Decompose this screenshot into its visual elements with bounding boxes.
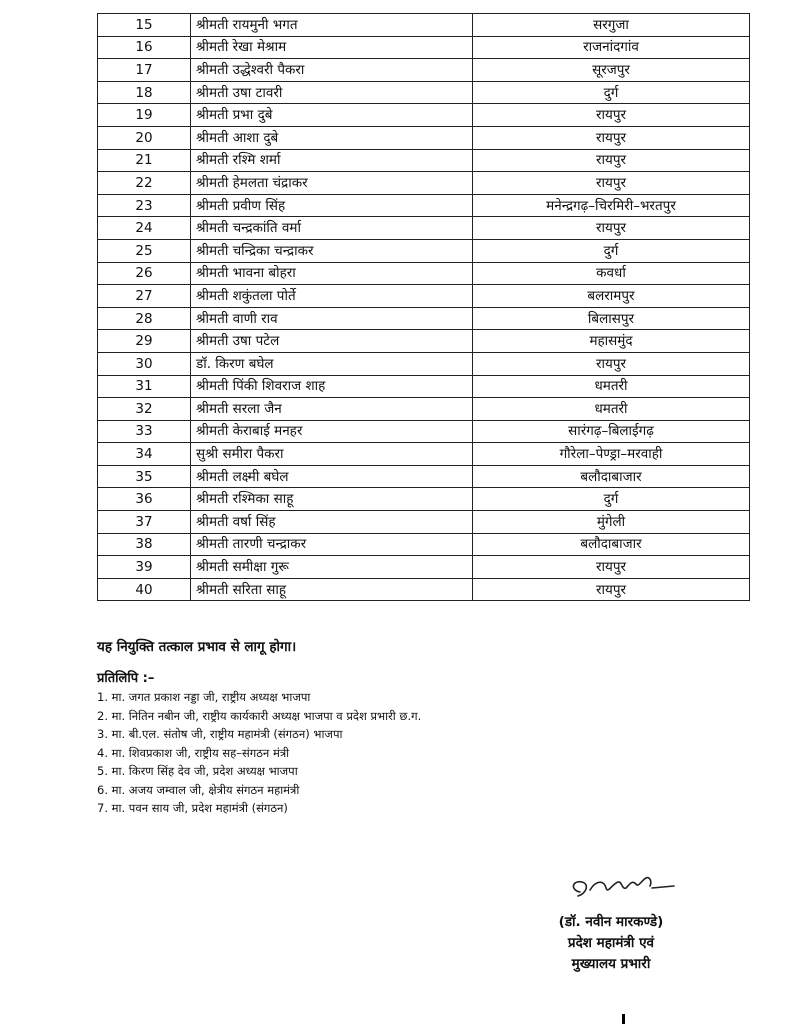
copy-recipient-item: 5. मा. किरण सिंह देव जी, प्रदेश अध्यक्ष भाजपा <box>97 764 298 778</box>
table-row <box>98 420 750 443</box>
district-cell: रायपुर <box>473 556 750 579</box>
table-row <box>98 307 750 330</box>
page-edge-mark <box>622 1014 625 1024</box>
name-cell: श्रीमती उषा पटेल <box>191 330 473 353</box>
district-cell: दुर्ग <box>473 488 750 511</box>
table-row <box>98 262 750 285</box>
name-cell: श्रीमती चन्द्रकांति वर्मा <box>191 217 473 240</box>
name-cell: श्रीमती वाणी राव <box>191 307 473 330</box>
table-row <box>98 533 750 556</box>
serial-number-cell: 15 <box>98 14 191 37</box>
copy-recipient-item: 4. मा. शिवप्रकाश जी, राष्ट्रीय सह–संगठन मंत्री <box>97 745 290 760</box>
serial-number-cell: 40 <box>98 578 191 601</box>
table-row <box>98 194 750 217</box>
name-cell: श्रीमती वर्षा सिंह <box>191 511 473 534</box>
table-row <box>98 104 750 127</box>
district-cell: रायपुर <box>473 104 750 127</box>
table-row <box>98 172 750 195</box>
district-cell: बलौदाबाजार <box>473 533 750 556</box>
table-row <box>98 578 750 601</box>
appointee-table <box>97 13 750 601</box>
serial-number-cell: 37 <box>98 511 191 534</box>
serial-number-cell: 19 <box>98 104 191 127</box>
table-row <box>98 36 750 59</box>
table-row <box>98 375 750 398</box>
district-cell: धमतरी <box>473 398 750 421</box>
name-cell: श्रीमती केराबाई मनहर <box>191 420 473 443</box>
name-cell: श्रीमती आशा दुबे <box>191 126 473 149</box>
district-cell: रायपुर <box>473 352 750 375</box>
district-cell: मनेन्द्रगढ़–चिरमिरी–भरतपुर <box>473 194 750 217</box>
serial-number-cell: 31 <box>98 375 191 398</box>
serial-number-cell: 36 <box>98 488 191 511</box>
name-cell: श्रीमती चन्द्रिका चन्द्राकर <box>191 239 473 262</box>
serial-number-cell: 28 <box>98 307 191 330</box>
table-row <box>98 126 750 149</box>
district-cell: मुंगेली <box>473 511 750 534</box>
serial-number-cell: 21 <box>98 149 191 172</box>
serial-number-cell: 33 <box>98 420 191 443</box>
table-row <box>98 285 750 308</box>
serial-number-cell: 32 <box>98 398 191 421</box>
district-cell: राजनांदगांव <box>473 36 750 59</box>
serial-number-cell: 34 <box>98 443 191 466</box>
copy-heading: प्रतिलिपि :– <box>97 671 155 686</box>
copy-recipient-item: 3. मा. बी.एल. संतोष जी, राष्ट्रीय महामंत्री (संगठन) भाजपा <box>97 727 343 741</box>
district-cell: रायपुर <box>473 172 750 195</box>
table-row <box>98 352 750 375</box>
copy-recipient-item: 6. मा. अजय जम्वाल जी, क्षेत्रीय संगठन महामंत्री <box>97 782 300 797</box>
name-cell: श्रीमती भावना बोहरा <box>191 262 473 285</box>
signature <box>566 866 676 906</box>
district-cell: गौरेला–पेण्ड्रा–मरवाही <box>473 443 750 466</box>
serial-number-cell: 25 <box>98 239 191 262</box>
district-cell: रायपुर <box>473 217 750 240</box>
serial-number-cell: 16 <box>98 36 191 59</box>
district-cell: रायपुर <box>473 126 750 149</box>
signatory-name: (डॉ. नवीन मारकण्डे) <box>558 914 664 930</box>
table-row <box>98 149 750 172</box>
name-cell: श्रीमती रेखा मेश्राम <box>191 36 473 59</box>
serial-number-cell: 27 <box>98 285 191 308</box>
name-cell: श्रीमती रश्मिका साहू <box>191 488 473 511</box>
signatory-block <box>536 912 686 975</box>
name-cell: श्रीमती समीक्षा गुरू <box>191 556 473 579</box>
copy-recipient-item: 1. मा. जगत प्रकाश नड्डा जी, राष्ट्रीय अध्यक्ष भाजपा <box>97 690 311 704</box>
serial-number-cell: 30 <box>98 352 191 375</box>
district-cell: दुर्ग <box>473 81 750 104</box>
table-row <box>98 217 750 240</box>
table-row <box>98 511 750 534</box>
table-row <box>98 239 750 262</box>
name-cell: श्रीमती उद्धेश्वरी पैकरा <box>191 59 473 82</box>
signatory-office: मुख्यालय प्रभारी <box>571 956 651 972</box>
serial-number-cell: 23 <box>98 194 191 217</box>
name-cell: श्रीमती रायमुनी भगत <box>191 14 473 37</box>
district-cell: रायपुर <box>473 578 750 601</box>
table-row <box>98 14 750 37</box>
serial-number-cell: 17 <box>98 59 191 82</box>
district-cell: कवर्धा <box>473 262 750 285</box>
table-row <box>98 556 750 579</box>
serial-number-cell: 18 <box>98 81 191 104</box>
name-cell: श्रीमती प्रभा दुबे <box>191 104 473 127</box>
table-row <box>98 59 750 82</box>
name-cell: श्रीमती रश्मि शर्मा <box>191 149 473 172</box>
effect-notice: यह नियुक्ति तत्काल प्रभाव से लागू होगा। <box>97 639 297 655</box>
district-cell: महासमुंद <box>473 330 750 353</box>
table-row <box>98 398 750 421</box>
serial-number-cell: 22 <box>98 172 191 195</box>
district-cell: दुर्ग <box>473 239 750 262</box>
district-cell: सूरजपुर <box>473 59 750 82</box>
district-cell: सारंगढ़–बिलाईगढ़ <box>473 420 750 443</box>
district-cell: बलौदाबाजार <box>473 465 750 488</box>
copy-recipient-item: 2. मा. नितिन नबीन जी, राष्ट्रीय कार्यकारी अध्यक्ष भाजपा व प्रदेश प्रभारी छ.ग. <box>97 708 422 723</box>
serial-number-cell: 38 <box>98 533 191 556</box>
name-cell: श्रीमती प्रवीण सिंह <box>191 194 473 217</box>
district-cell: सरगुजा <box>473 14 750 37</box>
serial-number-cell: 35 <box>98 465 191 488</box>
serial-number-cell: 20 <box>98 126 191 149</box>
name-cell: श्रीमती हेमलता चंद्राकर <box>191 172 473 195</box>
name-cell: सुश्री समीरा पैकरा <box>191 443 473 466</box>
serial-number-cell: 29 <box>98 330 191 353</box>
serial-number-cell: 39 <box>98 556 191 579</box>
table-row <box>98 443 750 466</box>
serial-number-cell: 24 <box>98 217 191 240</box>
district-cell: धमतरी <box>473 375 750 398</box>
copy-recipient-item: 7. मा. पवन साय जी, प्रदेश महामंत्री (संगठन) <box>97 801 288 815</box>
name-cell: श्रीमती सरिता साहू <box>191 578 473 601</box>
table-row <box>98 330 750 353</box>
name-cell: श्रीमती सरला जैन <box>191 398 473 421</box>
name-cell: डॉ. किरण बघेल <box>191 352 473 375</box>
name-cell: श्रीमती शकुंतला पोर्ते <box>191 285 473 308</box>
name-cell: श्रीमती उषा टावरी <box>191 81 473 104</box>
serial-number-cell: 26 <box>98 262 191 285</box>
name-cell: श्रीमती पिंकी शिवराज शाह <box>191 375 473 398</box>
appointee-table-body <box>98 14 750 601</box>
table-row <box>98 81 750 104</box>
table-row <box>98 488 750 511</box>
district-cell: बिलासपुर <box>473 307 750 330</box>
copy-recipient-list <box>97 688 421 818</box>
signatory-title: प्रदेश महामंत्री एवं <box>567 935 655 951</box>
district-cell: बलरामपुर <box>473 285 750 308</box>
name-cell: श्रीमती तारणी चन्द्राकर <box>191 533 473 556</box>
district-cell: रायपुर <box>473 149 750 172</box>
table-row <box>98 465 750 488</box>
name-cell: श्रीमती लक्ष्मी बघेल <box>191 465 473 488</box>
